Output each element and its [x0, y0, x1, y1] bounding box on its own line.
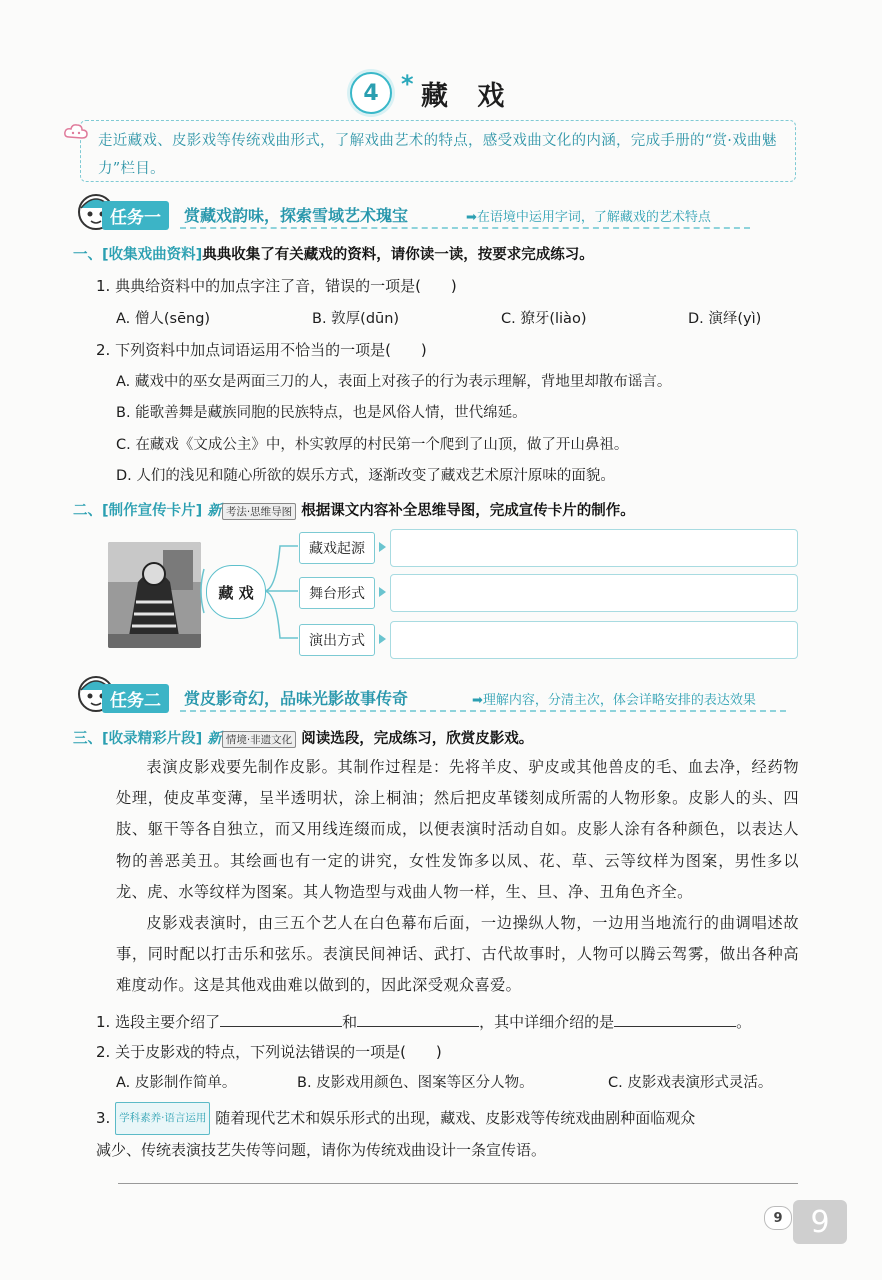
reading-passage	[116, 752, 799, 1002]
section1-text: 典典收集了有关藏戏的资料，请你读一读，按要求完成练习。	[202, 247, 594, 263]
q1-option-b: B. 敦厚(dūn)	[312, 311, 400, 327]
q5-text-1: 随着现代艺术和娱乐形式的出现，藏戏、皮影戏等传统戏曲剧种面临观众	[215, 1109, 696, 1127]
mindmap-answer-stage[interactable]	[390, 574, 798, 612]
answer-blank-3[interactable]	[614, 1010, 736, 1027]
passage-question1	[96, 1010, 751, 1032]
section3-badge: 情境·非遗文化	[222, 731, 296, 748]
q3-text-4: 。	[736, 1013, 752, 1031]
q4-option-c: C. 皮影戏表演形式灵活。	[608, 1075, 773, 1091]
section2-header	[73, 499, 635, 520]
mindmap-answer-performance[interactable]	[390, 621, 798, 659]
arrow-right-icon	[379, 542, 386, 552]
page-number-small: 9	[764, 1206, 792, 1230]
q3-text-3: ，其中详细介绍的是	[479, 1013, 615, 1031]
q1-option-a: A. 僧人(sēng)	[116, 311, 211, 327]
page-number-tab: 9	[793, 1200, 847, 1244]
q4-option-b: B. 皮影戏用颜色、图案等区分人物。	[297, 1075, 534, 1091]
new-mark: 新	[207, 503, 222, 519]
task1-title: 赏藏戏韵味，探索雪域艺术瑰宝	[184, 206, 409, 225]
q1-option-c: C. 獠牙(liào)	[501, 311, 587, 327]
q2-option-b: B. 能歌善舞是藏族同胞的民族特点，也是风俗人情，世代绵延。	[116, 405, 527, 421]
lesson-number-badge	[350, 72, 392, 114]
q1-option-d: D. 演绎(yì)	[688, 311, 762, 327]
q2-option-a: A. 藏戏中的巫女是两面三刀的人，表面上对孩子的行为表示理解，背地里却散布谣言。	[116, 374, 672, 390]
q5-text-2: 减少、传统表演技艺失传等问题，请你为传统戏曲设计一条宣传语。	[96, 1141, 547, 1159]
mindmap-answer-origin[interactable]	[390, 529, 798, 567]
q4-option-a: A. 皮影制作简单。	[116, 1075, 237, 1091]
section3-number: 三、	[73, 731, 102, 747]
section3-header	[73, 727, 533, 748]
task1-label: 任务一	[102, 201, 169, 230]
new-mark: 新	[207, 731, 222, 747]
q3-text-2: 和	[342, 1013, 358, 1031]
intro-text: 走近藏戏、皮影戏等传统戏曲形式，了解戏曲艺术的特点，感受戏曲文化的内涵，完成手册的“赏·戏曲魅力”栏目。	[98, 133, 777, 177]
q3-text-1: 1. 选段主要介绍了	[96, 1013, 221, 1031]
lesson-title: 藏 戏	[421, 81, 515, 112]
section2-badge: 考法·思维导图	[222, 503, 296, 520]
section1-header	[73, 243, 594, 264]
answer-blank-1[interactable]	[220, 1010, 342, 1027]
answer-line	[118, 1183, 798, 1184]
task2-title: 赏皮影奇幻，品味光影故事传奇	[184, 689, 409, 708]
mindmap-node-performance: 演出方式	[299, 624, 375, 656]
arrow-right-icon	[379, 587, 386, 597]
task1-hint: ➡在语境中运用字词，了解藏戏的艺术特点	[466, 210, 711, 225]
section2-tag: [制作宣传卡片]	[102, 503, 203, 519]
passage-paragraph: 皮影戏表演时，由三五个艺人在白色幕布后面，一边操纵人物，一边用当地流行的曲调唱述故事，同时配以打击乐和弦乐。表演民间神话、武打、古代故事时，人物可以腾云驾雾，做出各种高难度动作。这是其他戏曲难以做到的，因此深受观众喜爱。	[116, 914, 799, 995]
tibetan-opera-photo	[108, 542, 201, 648]
passage-paragraph: 表演皮影戏要先制作皮影。其制作过程是：先将羊皮、驴皮或其他兽皮的毛、血去净，经药物处理，使皮革变薄，呈半透明状，涂上桐油；然后把皮革镂刻成所需的人物形象。皮影人的头、四肢、躯干等各自独立，而又用线连缀而成，以便表演时活动自如。皮影人涂有各种颜色，以表达人物的善恶美丑。其绘画也有一定的讲究，女性发饰多以凤、花、草、云等纹样为图案，男性多以龙、虎、水等纹样为图案。其人物造型与戏曲人物一样，生、旦、净、丑角色齐全。	[116, 758, 799, 901]
passage-question2: 2. 关于皮影戏的特点，下列说法错误的一项是( )	[96, 1043, 442, 1061]
q5-number: 3.	[96, 1109, 111, 1127]
mindmap-node-stage: 舞台形式	[299, 577, 375, 609]
optional-lesson-star: *	[401, 70, 414, 98]
lesson-number: 4	[363, 80, 379, 106]
q2-option-c: C. 在藏戏《文成公主》中，朴实敦厚的村民第一个爬到了山顶，做了开山鼻祖。	[116, 437, 629, 453]
task2-label: 任务二	[102, 684, 169, 713]
question2-stem: 2. 下列资料中加点词语运用不恰当的一项是( )	[96, 341, 427, 359]
question1-stem: 1. 典典给资料中的加点字注了音，错误的一项是( )	[96, 277, 457, 295]
section2-number: 二、	[73, 503, 102, 519]
section2-text: 根据课文内容补全思维导图，完成宣传卡片的制作。	[301, 503, 635, 519]
section1-number: 一、	[73, 247, 102, 263]
arrow-right-icon	[379, 634, 386, 644]
q5-badge: 学科素养·语言运用	[115, 1102, 210, 1135]
task2-hint: ➡理解内容，分清主次，体会详略安排的表达效果	[472, 693, 756, 708]
task2-underline	[180, 710, 786, 712]
task1-underline	[180, 227, 750, 229]
mindmap-node-origin: 藏戏起源	[299, 532, 375, 564]
section3-tag: [收录精彩片段]	[102, 731, 203, 747]
section1-tag: [收集戏曲资料]	[102, 247, 203, 263]
passage-question3	[96, 1102, 799, 1166]
mindmap-center: 藏 戏	[206, 565, 266, 619]
q2-option-d: D. 人们的浅见和随心所欲的娱乐方式，逐渐改变了藏戏艺术原汁原味的面貌。	[116, 468, 615, 484]
answer-blank-2[interactable]	[357, 1010, 479, 1027]
cloud-icon	[63, 121, 89, 143]
section3-text: 阅读选段，完成练习，欣赏皮影戏。	[301, 731, 534, 747]
